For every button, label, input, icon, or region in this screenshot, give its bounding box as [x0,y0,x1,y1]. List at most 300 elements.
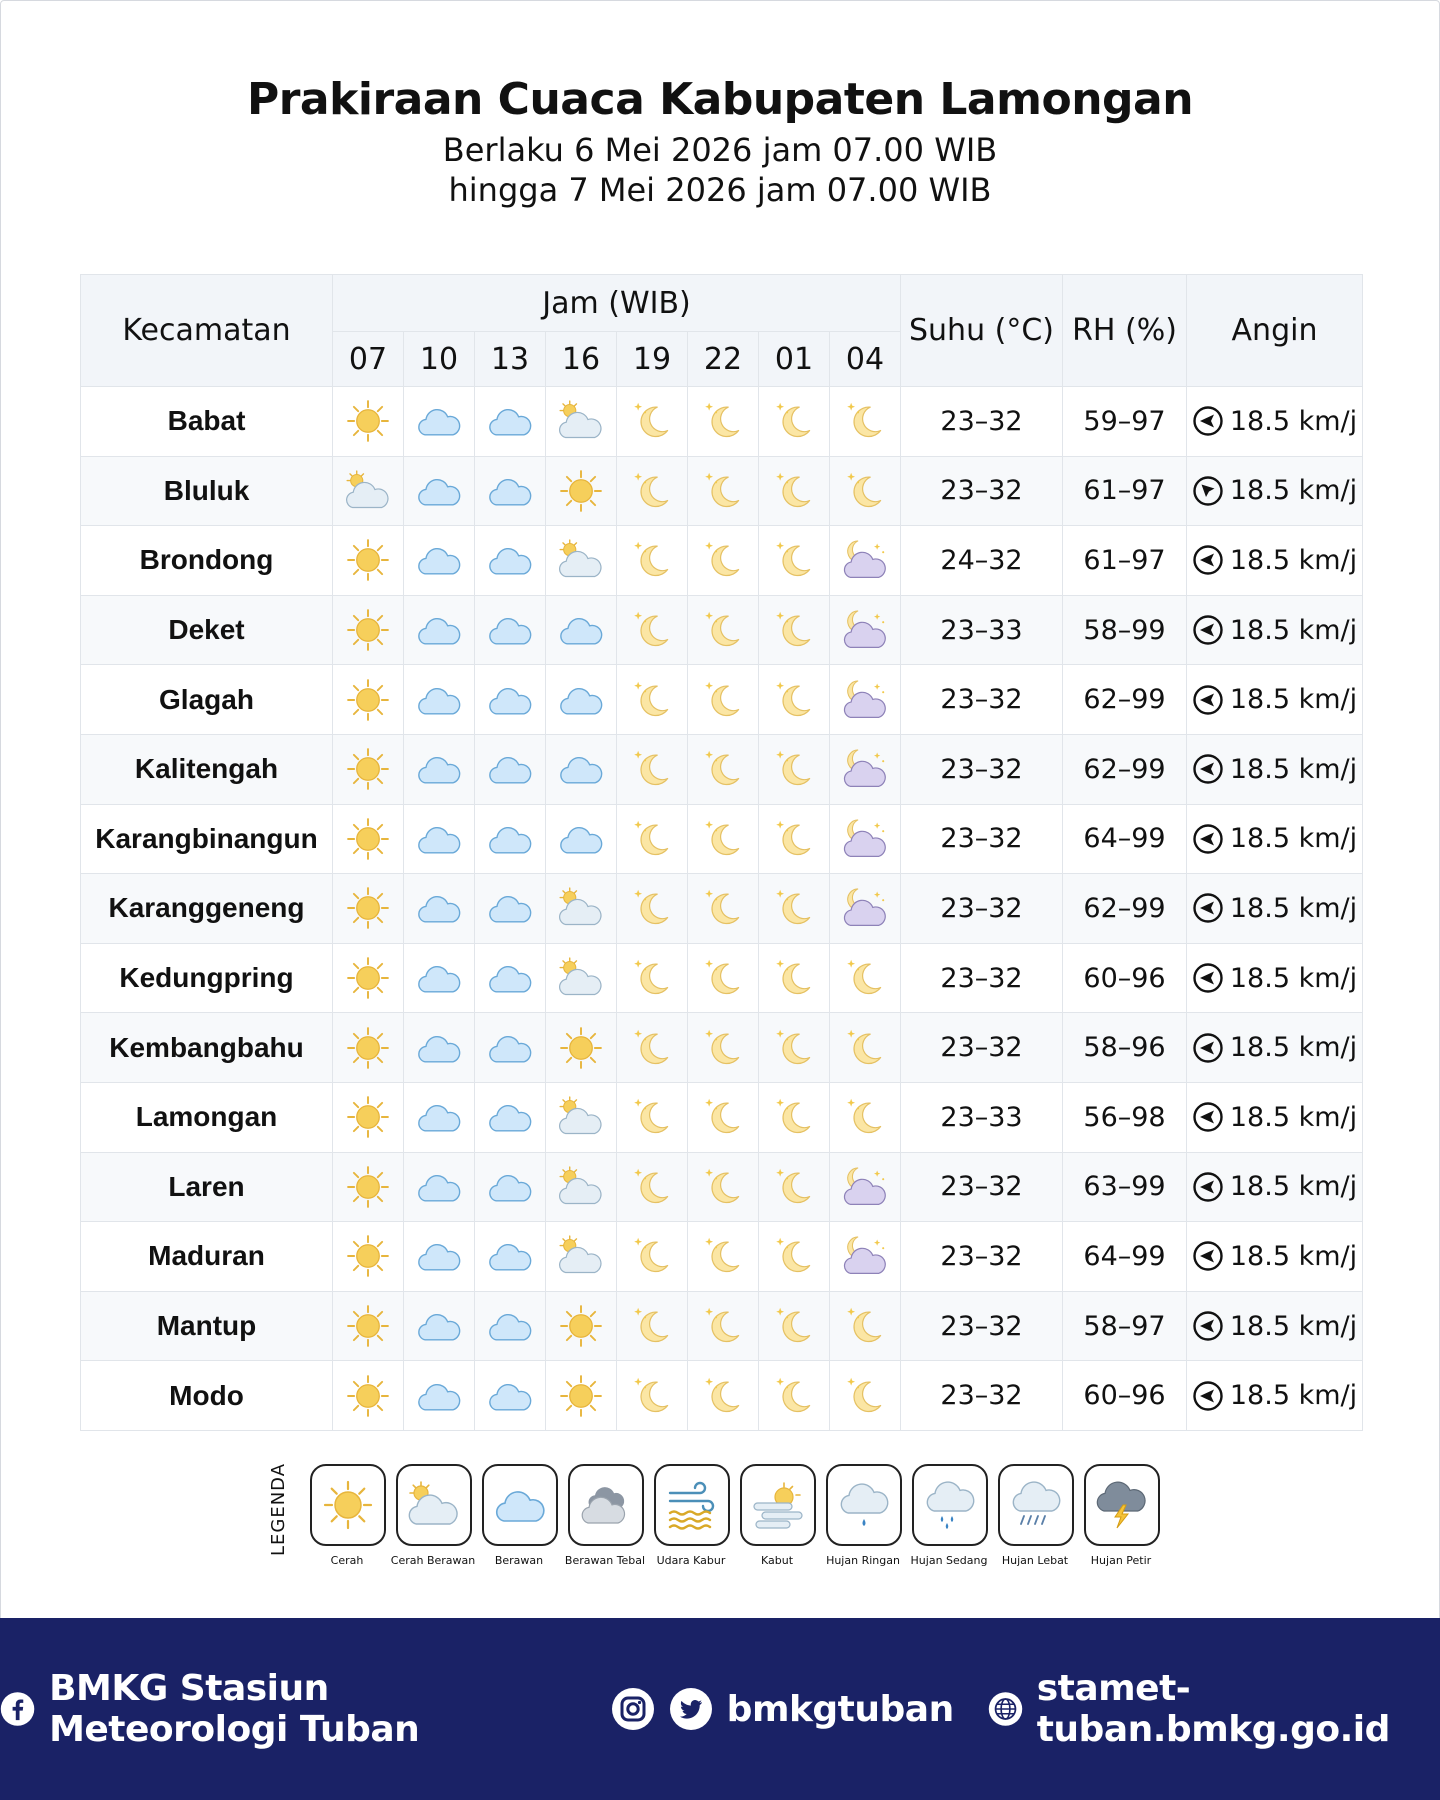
moon-cloud-icon [830,734,901,804]
hujan-sedang-icon [912,1464,988,1546]
wind-direction-west-icon [1192,684,1224,716]
angin-cell [1187,595,1363,665]
moon-icon [759,387,830,457]
moon-icon [688,874,759,944]
moon-icon [617,387,688,457]
suhu-value: 23–32 [901,734,1063,804]
legend-item-label: Hujan Lebat [1001,1554,1069,1567]
moon-icon [688,456,759,526]
berawan-icon [404,943,475,1013]
cerah-berawan-icon [546,1082,617,1152]
kecamatan-name: Kalitengah [81,734,333,804]
col-header-kecamatan: Kecamatan [81,275,333,387]
moon-icon [688,1291,759,1361]
legend-item [1084,1464,1158,1567]
legend-item-label: Berawan Tebal [564,1554,646,1567]
berawan-icon [404,874,475,944]
col-header-jam: Jam (WIB) [333,275,901,332]
moon-icon [617,1361,688,1431]
angin-cell [1187,1291,1363,1361]
moon-icon [688,1222,759,1292]
angin-cell [1187,1152,1363,1222]
moon-cloud-icon [830,804,901,874]
cerah-icon [333,943,404,1013]
rh-value: 62–99 [1063,734,1187,804]
cerah-berawan-icon [546,943,617,1013]
legend-item-label: Cerah [330,1554,364,1567]
cerah-icon [333,387,404,457]
legend-item-label: Cerah Berawan [390,1554,476,1567]
wind-info [1187,1240,1362,1272]
moon-icon [688,665,759,735]
berawan-icon [475,387,546,457]
kecamatan-name: Modo [81,1361,333,1431]
moon-icon [759,734,830,804]
suhu-value: 23–32 [901,874,1063,944]
wind-info [1187,544,1362,576]
moon-cloud-icon [830,1222,901,1292]
cerah-icon [333,595,404,665]
wind-direction-west-icon [1192,544,1224,576]
rh-value: 60–96 [1063,1361,1187,1431]
moon-icon [759,1291,830,1361]
berawan-icon [475,734,546,804]
wind-direction-west-icon [1192,1101,1224,1133]
wind-info [1187,962,1362,994]
wind-direction-west-icon [1192,1171,1224,1203]
website-url: stamet-tuban.bmkg.go.id [1036,1668,1390,1750]
wind-speed: 18.5 km/j [1229,1310,1358,1342]
hour-header: 10 [404,332,475,387]
wind-info [1187,405,1362,437]
suhu-value: 23–33 [901,1082,1063,1152]
kecamatan-name: Lamongan [81,1082,333,1152]
cerah-icon [333,1361,404,1431]
moon-icon [688,595,759,665]
cerah-icon [546,456,617,526]
wind-direction-west-icon [1192,753,1224,785]
table-row [81,1291,1363,1361]
moon-icon [617,1291,688,1361]
cerah-berawan-icon [396,1464,472,1546]
cerah-icon [333,734,404,804]
moon-icon [830,1013,901,1083]
table-row [81,595,1363,665]
legend-item [654,1464,728,1567]
rh-value: 59–97 [1063,387,1187,457]
moon-icon [688,1361,759,1431]
wind-speed: 18.5 km/j [1229,684,1358,716]
kecamatan-name: Deket [81,595,333,665]
berawan-icon [475,874,546,944]
moon-icon [688,1082,759,1152]
wind-direction-west-icon [1192,405,1224,437]
hour-header: 07 [333,332,404,387]
moon-icon [759,943,830,1013]
wind-direction-west-icon [1192,1032,1224,1064]
suhu-value: 23–32 [901,1361,1063,1431]
facebook-name: BMKG Stasiun Meteorologi Tuban [49,1668,420,1750]
rh-value: 58–97 [1063,1291,1187,1361]
footer [0,1618,1440,1800]
footer-social[interactable] [611,1687,954,1731]
wind-info [1187,1171,1362,1203]
moon-icon [759,456,830,526]
berawan-icon [404,665,475,735]
rh-value: 61–97 [1063,456,1187,526]
legend-item-label: Udara Kabur [656,1554,726,1567]
kecamatan-name: Babat [81,387,333,457]
wind-speed: 18.5 km/j [1229,1032,1358,1064]
berawan-icon [475,1152,546,1222]
kecamatan-name: Brondong [81,526,333,596]
angin-cell [1187,874,1363,944]
hour-header: 01 [759,332,830,387]
legend [270,1464,1170,1574]
kecamatan-name: Bluluk [81,456,333,526]
suhu-value: 23–32 [901,665,1063,735]
rh-value: 64–99 [1063,1222,1187,1292]
footer-website[interactable] [988,1668,1440,1750]
table-row [81,665,1363,735]
wind-info [1187,753,1362,785]
social-handle: bmkgtuban [726,1688,954,1730]
table-row [81,526,1363,596]
berawan-icon [475,526,546,596]
wind-speed: 18.5 km/j [1229,1101,1358,1133]
cerah-icon [333,874,404,944]
validity-end: hingga 7 Mei 2026 jam 07.00 WIB [448,171,992,209]
wind-direction-west-icon [1192,1240,1224,1272]
suhu-value: 23–32 [901,387,1063,457]
wind-direction-west-icon [1192,892,1224,924]
cerah-icon [333,1152,404,1222]
wind-speed: 18.5 km/j [1229,475,1358,507]
berawan-icon [546,665,617,735]
wind-info [1187,823,1362,855]
footer-facebook[interactable] [0,1668,577,1750]
berawan-icon [404,804,475,874]
instagram-icon [611,1687,655,1731]
cerah-icon [310,1464,386,1546]
suhu-value: 23–32 [901,1013,1063,1083]
angin-cell [1187,734,1363,804]
berawan-icon [404,456,475,526]
legend-item [912,1464,986,1567]
moon-icon [617,943,688,1013]
berawan-tebal-icon [568,1464,644,1546]
legend-item-label: Berawan [494,1554,544,1567]
moon-icon [759,595,830,665]
legend-item-label: Hujan Sedang [910,1554,988,1567]
moon-icon [617,526,688,596]
berawan-icon [404,1082,475,1152]
cerah-berawan-icon [546,1152,617,1222]
berawan-icon [404,734,475,804]
rh-value: 62–99 [1063,665,1187,735]
wind-info [1187,892,1362,924]
cerah-icon [333,1082,404,1152]
moon-icon [830,456,901,526]
angin-cell [1187,456,1363,526]
angin-cell [1187,1222,1363,1292]
kecamatan-name: Kedungpring [81,943,333,1013]
hour-header: 22 [688,332,759,387]
page-title: Prakiraan Cuaca Kabupaten Lamongan [246,74,1194,125]
table-row [81,456,1363,526]
wind-info [1187,475,1362,507]
globe-icon [988,1687,1023,1731]
kabut-icon [740,1464,816,1546]
moon-icon [830,1082,901,1152]
berawan-icon [475,1291,546,1361]
moon-icon [617,874,688,944]
cerah-berawan-icon [546,387,617,457]
berawan-icon [404,526,475,596]
wind-speed: 18.5 km/j [1229,1380,1358,1412]
wind-speed: 18.5 km/j [1229,1171,1358,1203]
berawan-icon [546,595,617,665]
moon-cloud-icon [830,595,901,665]
kecamatan-name: Laren [81,1152,333,1222]
moon-icon [617,595,688,665]
angin-cell [1187,526,1363,596]
angin-cell [1187,1013,1363,1083]
rh-value: 64–99 [1063,804,1187,874]
rh-value: 61–97 [1063,526,1187,596]
berawan-icon [404,1152,475,1222]
kecamatan-name: Karanggeneng [81,874,333,944]
moon-icon [688,734,759,804]
berawan-icon [475,804,546,874]
suhu-value: 23–32 [901,1291,1063,1361]
berawan-icon [475,1361,546,1431]
wind-info [1187,614,1362,646]
moon-icon [688,387,759,457]
berawan-icon [404,595,475,665]
table-row [81,1222,1363,1292]
legend-item [482,1464,556,1567]
hour-header: 16 [546,332,617,387]
moon-icon [617,1082,688,1152]
moon-icon [617,456,688,526]
berawan-icon [475,456,546,526]
cerah-berawan-icon [546,874,617,944]
angin-cell [1187,1361,1363,1431]
cerah-icon [333,526,404,596]
col-header-rh: RH (%) [1063,275,1187,387]
kecamatan-name: Maduran [81,1222,333,1292]
wind-speed: 18.5 km/j [1229,405,1358,437]
cerah-berawan-icon [546,526,617,596]
table-row [81,1082,1363,1152]
wind-direction-northwest-icon [1192,475,1224,507]
moon-icon [617,1152,688,1222]
legend-item-label: Hujan Ringan [826,1554,900,1567]
moon-icon [830,1361,901,1431]
wind-info [1187,1032,1362,1064]
rh-value: 63–99 [1063,1152,1187,1222]
berawan-icon [475,595,546,665]
table-row [81,874,1363,944]
wind-speed: 18.5 km/j [1229,823,1358,855]
wind-speed: 18.5 km/j [1229,962,1358,994]
moon-icon [617,1013,688,1083]
angin-cell [1187,804,1363,874]
validity-start: Berlaku 6 Mei 2026 jam 07.00 WIB [442,131,998,169]
header [0,70,1440,210]
angin-cell [1187,1082,1363,1152]
wind-info [1187,1380,1362,1412]
rh-value: 62–99 [1063,874,1187,944]
legend-item [740,1464,814,1567]
hour-header: 19 [617,332,688,387]
legend-item [310,1464,384,1567]
table-row [81,1361,1363,1431]
rh-value: 56–98 [1063,1082,1187,1152]
cerah-icon [333,1222,404,1292]
wind-info [1187,684,1362,716]
suhu-value: 23–32 [901,1222,1063,1292]
moon-icon [830,387,901,457]
moon-cloud-icon [830,874,901,944]
wind-direction-west-icon [1192,1380,1224,1412]
hujan-ringan-icon [826,1464,902,1546]
moon-icon [759,1361,830,1431]
kecamatan-name: Mantup [81,1291,333,1361]
wind-direction-west-icon [1192,962,1224,994]
wind-speed: 18.5 km/j [1229,753,1358,785]
moon-icon [688,804,759,874]
cerah-icon [333,1013,404,1083]
legend-item-label: Hujan Petir [1090,1554,1152,1567]
suhu-value: 23–32 [901,456,1063,526]
berawan-icon [404,1222,475,1292]
moon-icon [759,1013,830,1083]
cerah-berawan-icon [546,1222,617,1292]
legend-label: LEGENDA [268,1462,289,1556]
table-row [81,1152,1363,1222]
suhu-value: 23–33 [901,595,1063,665]
table-row [81,804,1363,874]
kecamatan-name: Karangbinangun [81,804,333,874]
wind-direction-west-icon [1192,614,1224,646]
berawan-icon [404,1291,475,1361]
hujan-lebat-icon [998,1464,1074,1546]
legend-items [310,1464,1158,1567]
moon-icon [688,526,759,596]
table-row [81,387,1363,457]
cerah-icon [333,1291,404,1361]
moon-icon [759,665,830,735]
berawan-icon [546,804,617,874]
moon-icon [688,943,759,1013]
berawan-icon [404,1013,475,1083]
suhu-value: 24–32 [901,526,1063,596]
udara-kabur-icon [654,1464,730,1546]
angin-cell [1187,387,1363,457]
wind-speed: 18.5 km/j [1229,614,1358,646]
rh-value: 58–99 [1063,595,1187,665]
berawan-icon [404,387,475,457]
facebook-icon [0,1687,35,1731]
angin-cell [1187,665,1363,735]
moon-cloud-icon [830,526,901,596]
wind-speed: 18.5 km/j [1229,892,1358,924]
berawan-icon [475,1013,546,1083]
moon-cloud-icon [830,1152,901,1222]
moon-icon [759,874,830,944]
moon-icon [759,526,830,596]
moon-icon [759,1082,830,1152]
moon-icon [759,804,830,874]
legend-item-label: Kabut [760,1554,794,1567]
moon-icon [617,734,688,804]
berawan-icon [475,1222,546,1292]
table-row [81,1013,1363,1083]
rh-value: 60–96 [1063,943,1187,1013]
cerah-icon [546,1361,617,1431]
cerah-icon [546,1291,617,1361]
table-row [81,734,1363,804]
berawan-icon [475,1082,546,1152]
col-header-suhu: Suhu (°C) [901,275,1063,387]
berawan-icon [404,1361,475,1431]
berawan-icon [475,665,546,735]
moon-cloud-icon [830,665,901,735]
moon-icon [759,1152,830,1222]
suhu-value: 23–32 [901,943,1063,1013]
legend-item [998,1464,1072,1567]
hour-header: 13 [475,332,546,387]
table-row [81,943,1363,1013]
moon-icon [688,1013,759,1083]
wind-speed: 18.5 km/j [1229,1240,1358,1272]
suhu-value: 23–32 [901,804,1063,874]
twitter-icon [669,1687,713,1731]
cerah-berawan-icon [333,456,404,526]
hujan-petir-icon [1084,1464,1160,1546]
moon-icon [759,1222,830,1292]
col-header-angin: Angin [1187,275,1363,387]
cerah-icon [333,665,404,735]
wind-speed: 18.5 km/j [1229,544,1358,576]
berawan-icon [482,1464,558,1546]
moon-icon [830,943,901,1013]
hour-header: 04 [830,332,901,387]
moon-icon [830,1291,901,1361]
angin-cell [1187,943,1363,1013]
kecamatan-name: Kembangbahu [81,1013,333,1083]
wind-direction-west-icon [1192,1310,1224,1342]
forecast-table [80,274,1363,1431]
rh-value: 58–96 [1063,1013,1187,1083]
wind-direction-west-icon [1192,823,1224,855]
moon-icon [617,1222,688,1292]
moon-icon [617,804,688,874]
cerah-icon [333,804,404,874]
wind-info [1187,1101,1362,1133]
legend-item [564,1464,646,1567]
moon-icon [688,1152,759,1222]
berawan-icon [546,734,617,804]
cerah-icon [546,1013,617,1083]
legend-item [390,1464,476,1567]
kecamatan-name: Glagah [81,665,333,735]
moon-icon [617,665,688,735]
suhu-value: 23–32 [901,1152,1063,1222]
legend-item [826,1464,900,1567]
